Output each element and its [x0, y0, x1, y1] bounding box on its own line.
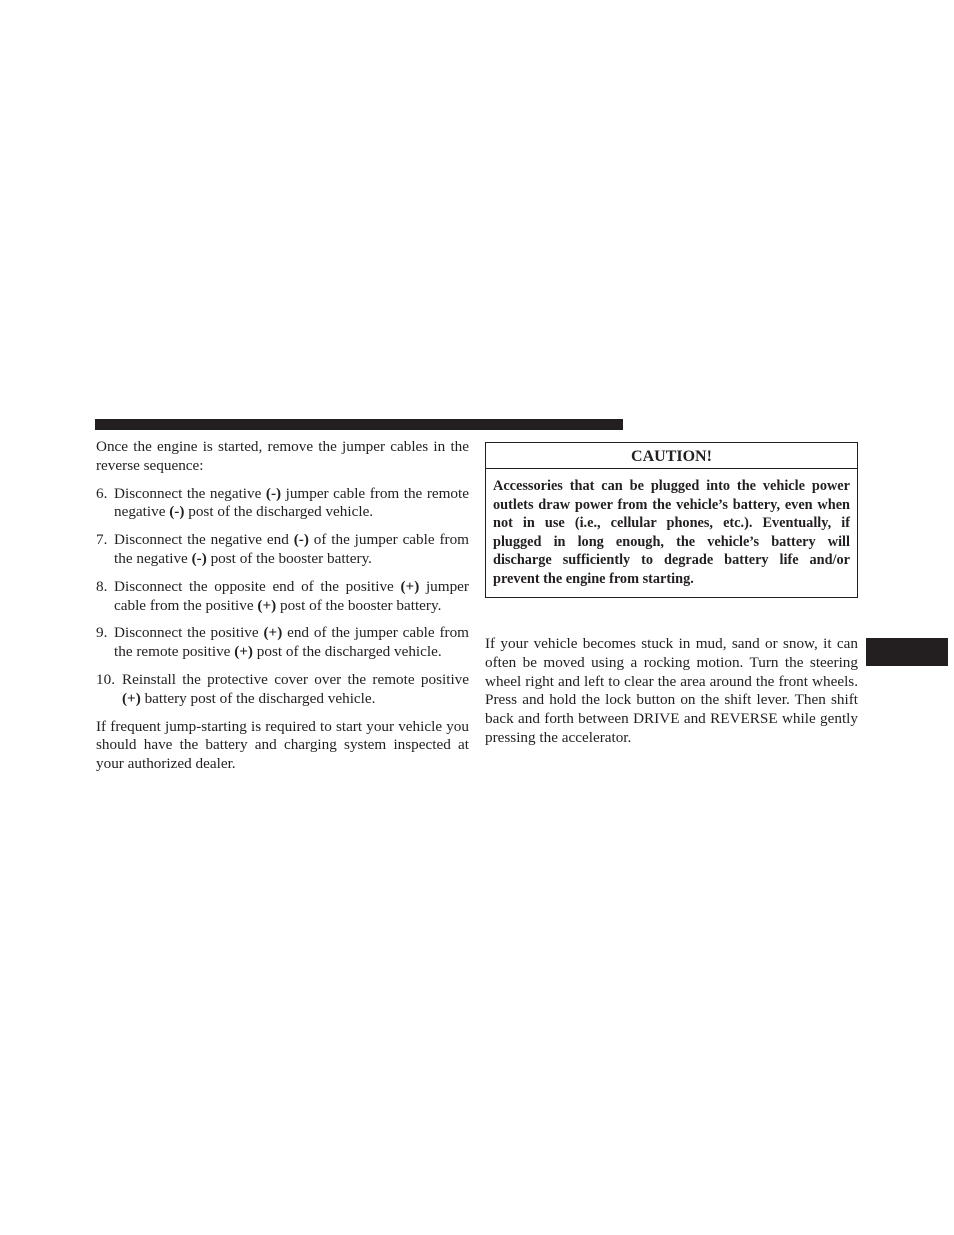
step-item — [96, 671, 469, 709]
outro-paragraph: If frequent jump-starting is required to start your vehicle you should have the battery and charging system inspected at your authorized dealer. — [96, 717, 469, 773]
step-number: 10. — [96, 670, 115, 688]
step-number: 7. — [96, 531, 108, 549]
step-item — [96, 624, 469, 662]
step-text: Disconnect the negative end (-) of the jumper cable from the negative (-) post of the booster battery. — [114, 531, 469, 567]
step-item — [96, 578, 469, 616]
step-text: Disconnect the positive (+) end of the jumper cable from the remote positive (+) post of the discharged vehicle. — [114, 624, 469, 661]
section-thumb-tab — [866, 638, 948, 666]
step-number: 8. — [96, 577, 108, 595]
caution-title: CAUTION! — [486, 443, 857, 469]
caution-body: Accessories that can be plugged into the vehicle power outlets draw power from the vehicle’s battery, even when not in use (i.e., cellular phones, etc.). Eventually, if plugged in long enough, the vehicle’s battery will discharge sufficiently to degrade battery life and/or prevent the engine from starting. — [493, 478, 850, 587]
section-header-rule — [95, 419, 623, 430]
intro-paragraph: Once the engine is started, remove the jumper cables in the reverse sequence: — [96, 438, 469, 474]
step-number: 6. — [96, 484, 108, 502]
step-number: 9. — [96, 624, 108, 642]
right-column — [485, 635, 858, 748]
step-text: Disconnect the opposite end of the positive (+) jumper cable from the positive (+) post of the booster battery. — [114, 577, 469, 614]
steps-list — [96, 485, 469, 709]
caution-box — [485, 442, 858, 598]
left-column — [96, 438, 469, 774]
step-text: Disconnect the negative (-) jumper cable from the remote negative (-) post of the discharged vehicle. — [114, 484, 469, 521]
step-item — [96, 485, 469, 523]
step-text: Reinstall the protective cover over the remote positive (+) battery post of the discharged vehicle. — [122, 670, 469, 707]
rocking-paragraph: If your vehicle becomes stuck in mud, sand or snow, it can often be moved using a rocking motion. Turn the steering wheel right and left to clear the area around the front wheels. Press and hold the lock button on the shift lever. Then shift back and forth between DRIVE and REVERSE while gently pressing the accelerator. — [485, 635, 858, 746]
step-item — [96, 531, 469, 569]
